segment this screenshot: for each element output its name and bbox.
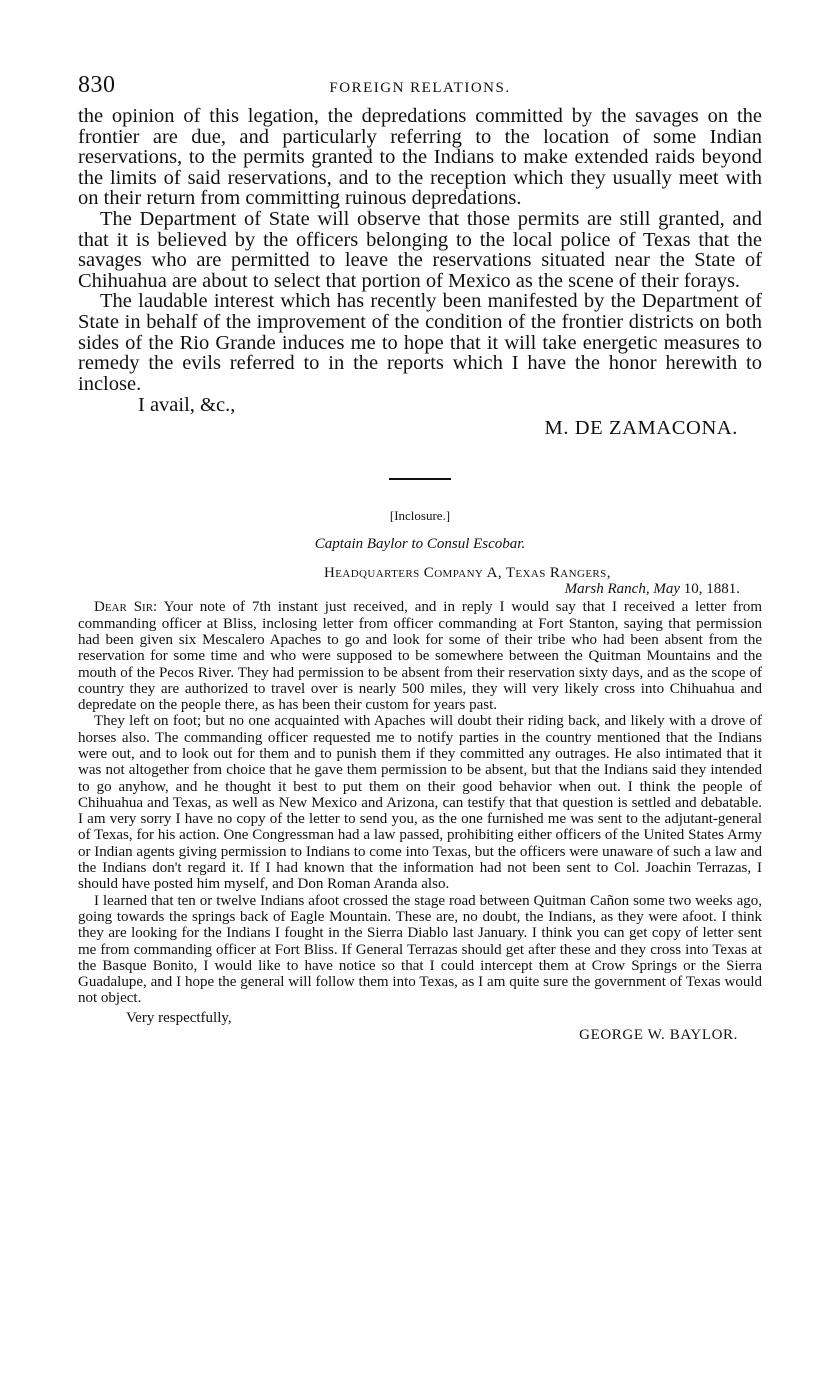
enclosure-signature: GEORGE W. BAYLOR. <box>579 1026 738 1043</box>
letter-paragraph-3: The laudable interest which has recently been manifested by the Department of State in behalf of the improvement of the condition of the frontier districts on both sides of the Rio Grande induces me to hope that it will take energetic measures to remedy the evils referred to in the reports which I have the honor herewith to inclose. <box>78 290 762 395</box>
letter-paragraph-1: the opinion of this legation, the depredations committed by the savages on the frontier are due, and particularly referring to the location of some Indian reservations, to the permits granted to the Indians to make extended raids beyond the limits of said reservations, and to the reception which they usually meet with on their return from committing ruinous depredations. <box>78 105 762 210</box>
headquarters-line <box>78 565 762 581</box>
enclosure-paragraph-1-text: Your note of 7th instant just received, and in reply I would say that I received a letter from commanding officer at Bliss, inclosing letter from officer commanding at Fort Stanton, saying that permission had been given six Mescalero Apaches to go and look for some of their tribe who had been absent from the reservation for some time and who were supposed to be somewhere between the Quitman Mountains and the mouth of the Pecos River. They had permission to be absent from their reservation sixty days, and as the scope of country they are authorized to travel over is nearly 500 miles, they will very likely cross into Chihuahua and depredate on the people there, as has been their custom for years past. <box>78 599 762 714</box>
enclosure-paragraph-2: They left on foot; but no one acquainted with Apaches will doubt their riding back, and likely with a drove of horses also. The commanding officer requested me to notify parties in the country mentioned that the Indians were out, and to look out for them and to punish them if they committed any outrages. He also intimated that it was not altogether from choice that he gave them permission to be absent, but that the Indians said they intended to go anyhow, and he thought it best to put them on their good behavior when out. I think the people of Chihuahua and Texas, as well as New Mexico and Arizona, can testify that that question is settled and debatable. I am very sorry I have no copy of the letter to send you, as the one furnished me was sent to the adjutant-general of Texas, for his action. One Congressman had a law passed, prohibiting either officers of the United States Army or Indian agents giving permission to Indians to come into Texas, but the officers were unaware of such a law and the Indians don't regard it. If I had known that the information had not been sent to Col. Joachin Terrazas, I should have posted him myself, and Don Roman Aranda also. <box>78 713 762 893</box>
enclosure-closing: Very respectfully, <box>126 1009 232 1026</box>
enclosure-paragraph-1 <box>78 599 762 713</box>
dateline-day: 10, 1881. <box>683 581 740 598</box>
enclosure-paragraph-3: I learned that ten or twelve Indians afoot crossed the stage road between Quitman Cañon some two weeks ago, going towards the springs back of Eagle Mountain. These are, no doubt, the Indians, as they were afoot. I think they are looking for the Indians I fought in the Sierra Diablo last January. I think you can get copy of letter sent me from commanding officer at Fort Bliss. If General Terrazas should get after these and they cross into Texas at the Basque Bonito, I would like to have notice so that I could intercept them at Crow Springs or the Sierra Guadalupe, and I hope the general will follow them into Texas, as I am quite sure the government of Texas would not object. <box>78 892 762 1007</box>
letter-signature: M. DE ZAMACONA. <box>544 417 738 440</box>
enclosure-label: [Inclosure.] <box>389 508 451 524</box>
dateline-place: Marsh Ranch, May <box>564 581 680 598</box>
enclosure-body <box>78 599 762 1006</box>
letter-body <box>78 106 762 394</box>
dateline <box>78 581 762 597</box>
letter-closing: I avail, &c., <box>138 394 236 417</box>
running-head: FOREIGN RELATIONS. <box>329 80 511 96</box>
document-page <box>78 72 762 1043</box>
enclosure-title: Captain Baylor to Consul Escobar. <box>314 536 526 553</box>
letter-paragraph-2: The Department of State will observe that those permits are still granted, and that it is believed by the officers belonging to the local police of Texas that the savages who are permitted to leave the reservations situated near the State of Chihuahua are about to select that portion of Mexico as the scene of their forays. <box>78 207 762 292</box>
page-header <box>78 72 762 106</box>
section-divider <box>389 478 451 480</box>
salutation: Dear Sir: <box>94 599 158 616</box>
headquarters-text: Headquarters Company A, Texas Rangers, <box>324 565 611 582</box>
page-number: 830 <box>78 72 116 98</box>
